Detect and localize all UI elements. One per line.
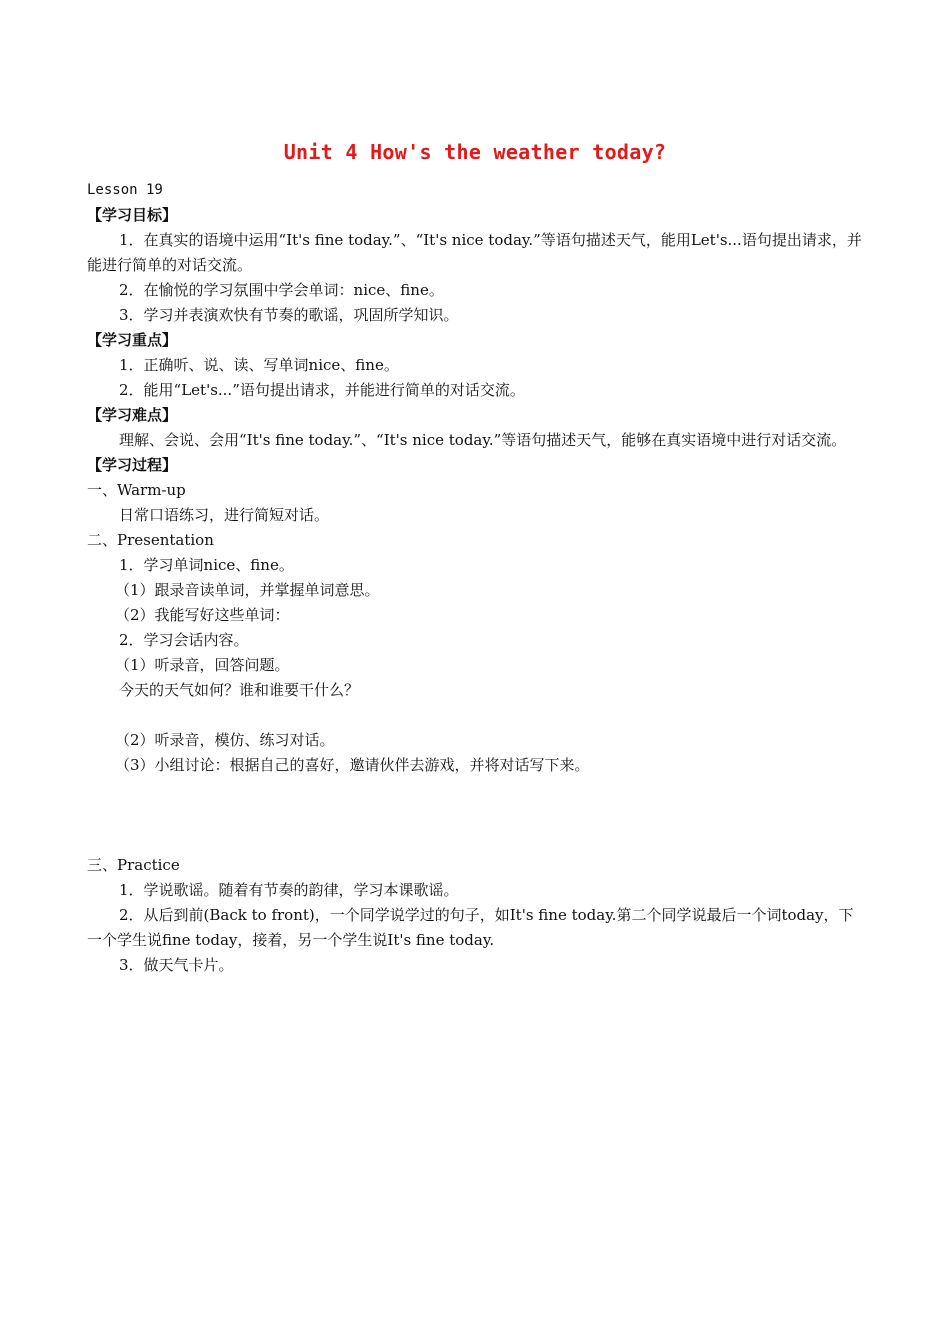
presentation-substep: （2）我能写好这些单词：: [115, 606, 290, 624]
presentation-substep: （1）跟录音读单词，并掌握单词意思。: [115, 581, 380, 599]
practice-item: 3．做天气卡片。: [119, 956, 234, 974]
presentation-step: 1．学习单词nice、fine。: [119, 556, 294, 574]
lesson-label: Lesson 19: [87, 182, 163, 198]
key-point-item: 2．能用“Let's...”语句提出请求，并能进行简单的对话交流。: [119, 381, 525, 399]
presentation-substep: （3）小组讨论：根据自己的喜好，邀请伙伴去游戏，并将对话写下来。: [115, 756, 590, 774]
practice-item: 1．学说歌谣。随着有节奏的韵律，学习本课歌谣。: [119, 881, 459, 899]
presentation-substep: （1）听录音，回答问题。: [115, 656, 290, 674]
presentation-step: 2．学习会话内容。: [119, 631, 249, 649]
difficulties-heading: 【学习难点】: [87, 406, 178, 424]
presentation-substep: （2）听录音，模仿、练习对话。: [115, 731, 335, 749]
warmup-heading: 一、Warm-up: [87, 481, 186, 499]
warmup-text: 日常口语练习，进行简短对话。: [119, 506, 330, 524]
objective-item: 3．学习并表演欢快有节奏的歌谣，巩固所学知识。: [119, 306, 459, 324]
presentation-heading: 二、Presentation: [87, 531, 214, 549]
document-title: Unit 4 How's the weather today?: [283, 140, 667, 164]
presentation-question: 今天的天气如何？谁和谁要干什么？: [119, 681, 360, 699]
practice-heading: 三、Practice: [87, 856, 180, 874]
writing-space: [87, 778, 863, 853]
key-point-item: 1．正确听、说、读、写单词nice、fine。: [119, 356, 399, 374]
objective-item: 1．在真实的语境中运用“It's fine today.”、“It's nice today.”等语句描述天气，能用Let's...语句提出请求，并能进行简单的对话交流。: [87, 231, 862, 274]
objectives-heading: 【学习目标】: [87, 206, 178, 224]
answer-space: [87, 703, 863, 728]
key-points-heading: 【学习重点】: [87, 331, 178, 349]
objective-item: 2．在愉悦的学习氛围中学会单词：nice、fine。: [119, 281, 444, 299]
practice-item: 2．从后到前(Back to front)，一个同学说学过的句子，如It's fine today.第二个同学说最后一个词today，下一个学生说fine today，接着，另一个学生说It's fine today.: [87, 906, 854, 949]
difficulties-text: 理解、会说、会用“It's fine today.”、“It's nice today.”等语句描述天气，能够在真实语境中进行对话交流。: [119, 431, 847, 449]
process-heading: 【学习过程】: [87, 456, 178, 474]
document-page: [87, 138, 863, 978]
